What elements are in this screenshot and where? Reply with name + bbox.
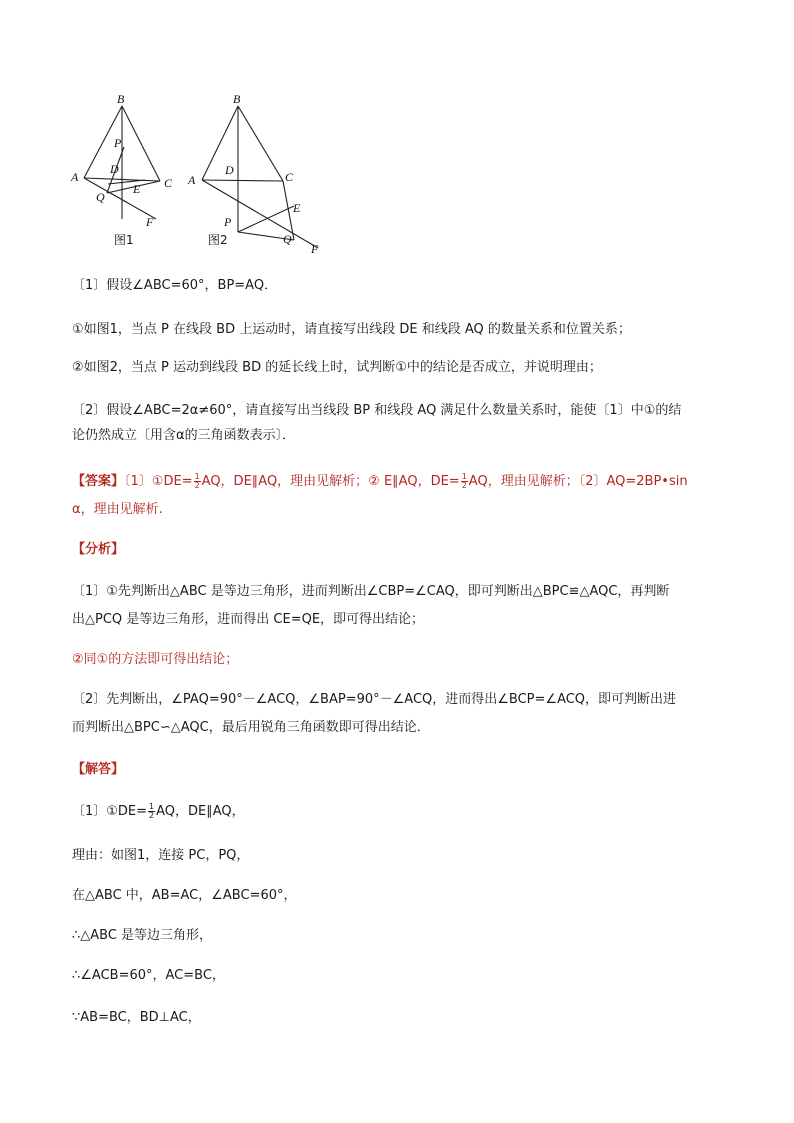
fraction-half: $\frac{1}{2}$: [149, 802, 155, 820]
solution-line2: 理由：如图1，连接 PC，PQ，: [72, 848, 250, 863]
question-part2-line2: 论仍然成立〔用含α的三角函数表示〕．: [72, 428, 296, 443]
fraction-half: $\frac{1}{2}$: [194, 472, 200, 490]
fig1-label-A: A: [71, 170, 79, 184]
fig1-label-C: C: [164, 176, 173, 190]
figure-2: [180, 88, 330, 264]
analysis-tag: 【分析】: [72, 542, 125, 557]
answer-line2: α，理由见解析.: [72, 502, 163, 517]
analysis-line4: 〔2〕先判断出，∠PAQ=90°－∠ACQ，∠BAP=90°－∠ACQ，进而得出∠BCP=∠ACQ，即可判断出进: [72, 692, 677, 707]
question-part1-q1: ①如图1，当点 P 在线段 BD 上运动时，请直接写出线段 DE 和线段 AQ 的数量关系和位置关系；: [72, 322, 631, 337]
solution-line1: [72, 802, 722, 822]
fig1-label-P: P: [114, 136, 122, 150]
answer-line1: [72, 472, 722, 492]
fig2-caption: 图2: [208, 233, 228, 247]
fig2-label-P: P: [224, 215, 232, 229]
fig1-label-F: F: [146, 215, 154, 229]
analysis-line5: 而判断出△BPC∽△AQC，最后用锐角三角函数即可得出结论．: [72, 720, 430, 735]
fig2-label-E: E: [293, 201, 301, 215]
fig1-label-B: B: [117, 92, 125, 106]
fig2-label-A: A: [188, 173, 196, 187]
solution-tag: 【解答】: [72, 762, 125, 777]
solution-line1-b: AQ，DE∥AQ，: [156, 804, 245, 819]
fraction-half: $\frac{1}{2}$: [461, 472, 467, 490]
answer-seg2: AQ，DE∥AQ，理由见解析；② E∥AQ，DE=: [201, 474, 460, 489]
question-part1-q2: ②如图2，当点 P 运动到线段 BD 的延长线上时，试判断①中的结论是否成立，并说明理由；: [72, 360, 602, 375]
figure-1-diagram: [66, 88, 176, 248]
fig2-label-F: F: [311, 242, 319, 256]
fig2-label-Q: Q: [283, 232, 292, 246]
solution-line4: ∴△ABC 是等边三角形，: [72, 928, 213, 943]
figure-1: [66, 88, 176, 252]
question-part2-line1: 〔2〕假设∠ABC=2α≠60°，请直接写出当线段 BP 和线段 AQ 满足什么数量关系时，能使〔1〕中①的结: [72, 403, 682, 418]
fig2-label-C: C: [285, 170, 294, 184]
fig2-label-B: B: [233, 92, 241, 106]
analysis-line1: 〔1〕①先判断出△ABC 是等边三角形，进而判断出∠CBP=∠CAQ，即可判断出△BPC≌△AQC，再判断: [72, 584, 670, 599]
fig1-label-D: D: [110, 162, 119, 176]
fig1-label-E: E: [133, 182, 141, 196]
question-part1-intro: 〔1〕假设∠ABC=60°，BP=AQ．: [72, 278, 278, 293]
answer-seg3: AQ，理由见解析；〔2〕AQ=2BP•sin: [468, 474, 688, 489]
analysis-line2: 出△PCQ 是等边三角形，进而得出 CE=QE，即可得出结论；: [72, 612, 425, 627]
solution-line1-a: 〔1〕①DE=: [72, 804, 148, 819]
answer-seg1: 〔1〕①DE=: [124, 474, 193, 489]
solution-line3: 在△ABC 中，AB=AC，∠ABC=60°，: [72, 888, 297, 903]
analysis-line3: ②同①的方法即可得出结论；: [72, 652, 239, 667]
fig2-label-D: D: [225, 163, 234, 177]
fig1-caption: 图1: [114, 233, 134, 247]
fig1-label-Q: Q: [96, 190, 105, 204]
answer-tag: 【答案】: [72, 474, 125, 489]
solution-line6: ∵AB=BC，BD⊥AC，: [72, 1010, 201, 1025]
solution-line5: ∴∠ACB=60°，AC=BC，: [72, 968, 225, 983]
figure-2-diagram: [180, 88, 330, 260]
